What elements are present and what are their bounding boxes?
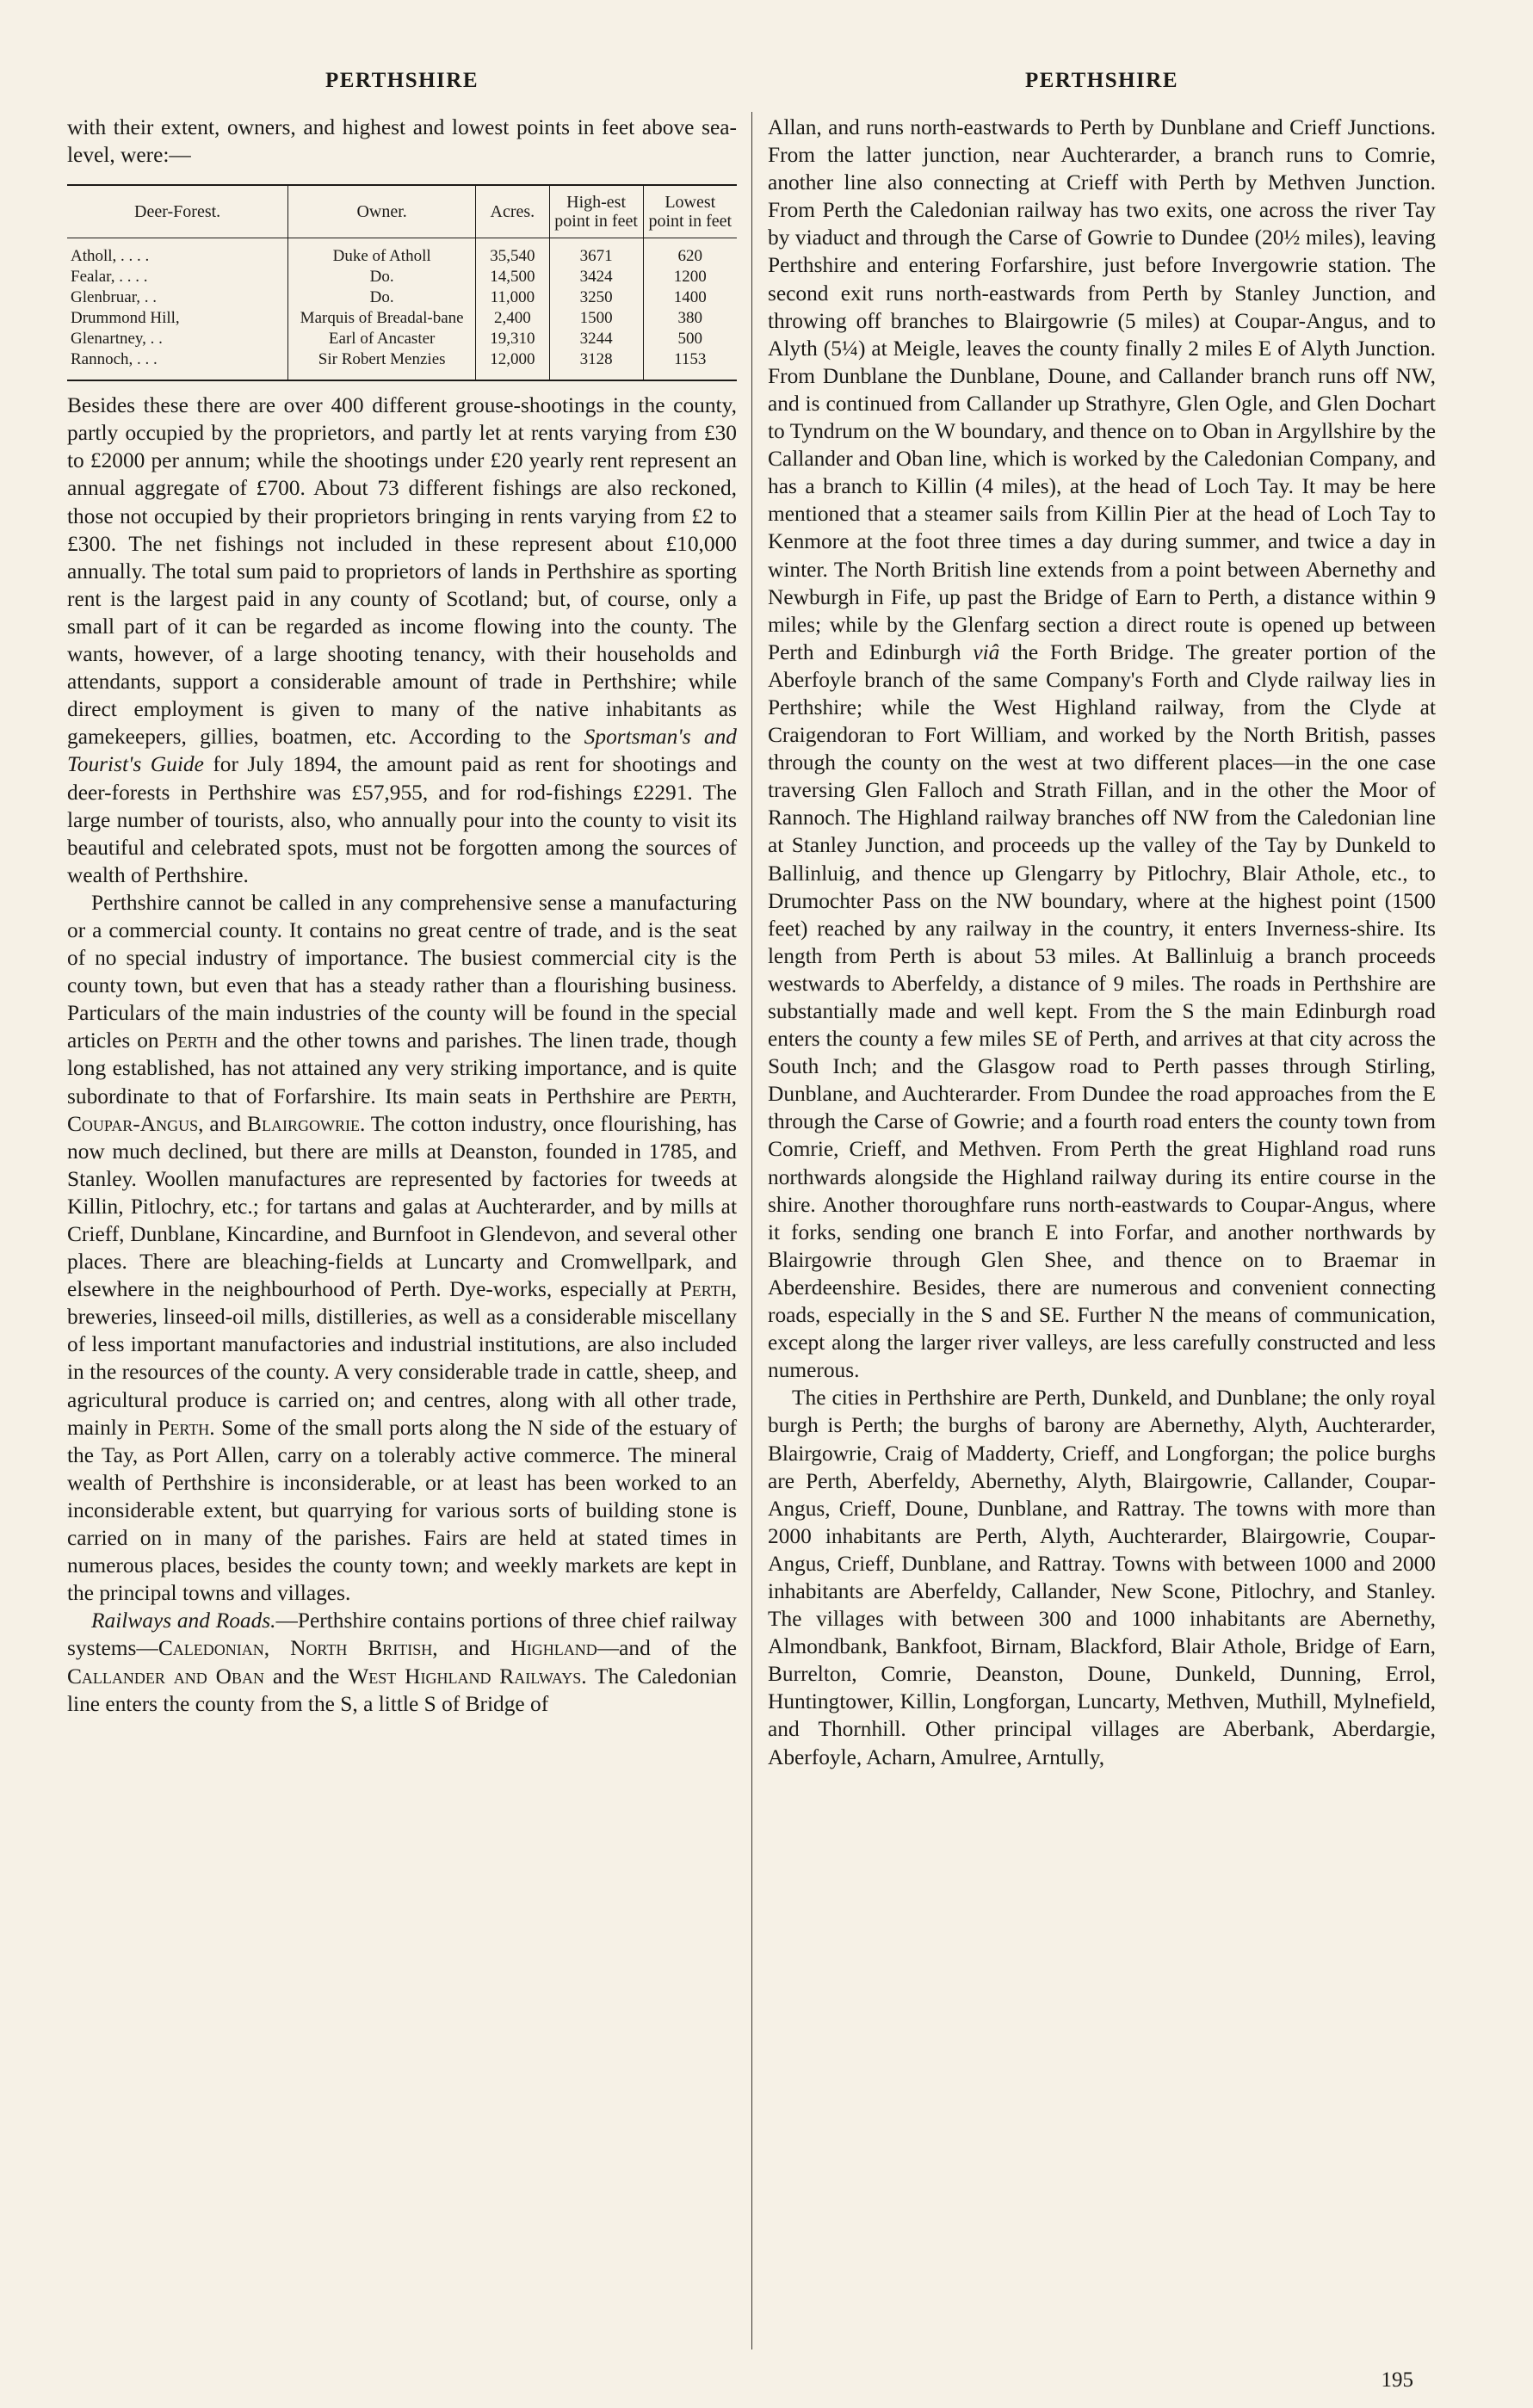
text-run: Besides these there are over 400 different grouse-shootings in the county, partly occupied by the proprietors, and partly let at rents varying from £30 to £2000 per annum; while the shootings under £20 yearly rent represent an annual aggregate of £700. About 73 different fishings are also reckoned, those not occupied by their proprietors bringing in rents varying from £2 to £300. The net fishings not included in these represent about £10,000 annually. The total sum paid to proprietors of lands in Perthshire as sporting rent is the largest paid in any county of Scotland; but, of course, only a small part of it can be regarded as income flowing into the county. The wants, however, of a large shooting tenancy, with their households and attendants, support a considerable amount of trade in Perthshire; while direct employment is given to many of the native inhabitants as gamekeepers, gillies, boatmen, etc. According to the	[67, 393, 737, 750]
cell-highest: 3128	[549, 349, 643, 380]
text-run: and the other towns and parishes. The linen trade, though long established, has not attained any very striking importance, and is quite subordinate to that of Forfarshire. Its main seats in Perthshire are	[67, 1028, 737, 1108]
cell-owner: Earl of Ancaster	[288, 329, 476, 349]
text-run: Some of the small ports along the N side of the estuary of the Tay, as Port Allen, carry on a tolerably active commerce. The mineral wealth of Perthshire is inconsiderable, or at least has been worked to an inconsiderable extent, but quarrying for various sorts of building stone is carried on in many of the parishes. Fairs are held at stated times in numerous places, besides the county town; and weekly markets are kept in the principal towns and villages.	[67, 1415, 737, 1606]
cross-reference: Perth	[165, 1028, 218, 1053]
cell-forest: Drummond Hill,	[71, 309, 180, 328]
text-run: the Forth Bridge. The greater portion of the Aberfoyle branch of the same Company's Forth and Clyde railway lies in Perthshire; while the West Highland railway, from the Clyde at Craigendoran to Fort William, and worked by the North British, passes through the county on the west at two different places—in the one case traversing Glen Falloch and Strath Fillan, and in the other the Moor of Rannoch. The Highland railway branches off NW from the Caledonian line at Stanley Junction, and proceeds up the valley of the Tay by Dunkeld to Ballinluig, and thence up Glengarry by Pitlochry, Blair Athole, etc., to Drumochter Pass on the NW boundary, where at the highest point (1500 feet) reached by any railway in the country, it enters Inverness-shire. Its length from Perth is about 53 miles. At Ballinluig a branch proceeds westwards to Aberfeldy, a distance of 9 miles. The roads in Perthshire are substantially made and well kept. From the S the main Edinburgh road enters the county a few miles SE of Perth, and arrives at that city across the South Inch; and the Glasgow road to Perth passes through Stirling, Dunblane, and Auchterarder. From Dundee the road approaches from the E through the Carse of Gowrie; and a fourth road enters the county town from Comrie, Crieff, and Methven. From Perth the great Highland road runs northwards alongside the Highland railway during its entire course in the shire. Another thoroughfare runs north-eastwards to Coupar-Angus, where it forks, sending one branch E into Forfar, and another northwards by Blairgowrie through Glen Shee, and thence on to Braemar in Aberdeenshire. Besides, there are numerous and convenient connecting roads, especially in the S and SE. Further N the means of communication, except along the larger river valleys, are less carefully constructed and less numerous.	[768, 639, 1436, 1383]
cell-owner: Do.	[288, 287, 476, 308]
industry-paragraph	[67, 889, 737, 1607]
intro-paragraph: with their extent, owners, and highest and lowest points in feet above sea-level, were:—	[67, 115, 737, 168]
cross-reference: Perth, Coupar-Angus,	[67, 1084, 737, 1136]
cell-acres: 12,000	[476, 349, 550, 380]
railway-name: West Highland Railways.	[348, 1664, 587, 1689]
col-header-lowest: Lowest point in feet	[643, 185, 737, 238]
cell-lowest: 1400	[643, 287, 737, 308]
cell-forest: Rannoch, . . .	[71, 350, 158, 369]
railway-name: Caledonian, North British,	[158, 1636, 438, 1661]
cell-lowest: 620	[643, 238, 737, 268]
cell-acres: 19,310	[476, 329, 550, 349]
cell-forest: Glenartney, . .	[71, 330, 163, 349]
cell-forest: Fealar, . . . .	[71, 268, 148, 287]
running-header-right: PERTHSHIRE	[1024, 69, 1179, 92]
sporting-paragraph	[67, 392, 737, 889]
cross-reference: Blairgowrie.	[247, 1111, 366, 1136]
cell-highest: 3250	[549, 287, 643, 308]
cell-lowest: 1153	[643, 349, 737, 380]
cross-reference: Perth,	[679, 1277, 737, 1302]
cross-reference: Perth.	[158, 1415, 215, 1440]
cell-lowest: 380	[643, 308, 737, 329]
col-header-forest: Deer-Forest.	[67, 185, 288, 238]
railway-name: Highland	[510, 1636, 597, 1661]
col-header-acres: Acres.	[476, 185, 550, 238]
table-row	[67, 308, 737, 329]
cell-forest: Atholl, . . . .	[71, 247, 150, 266]
cell-forest: Glenbruar, . .	[71, 288, 158, 307]
table-row	[67, 267, 737, 287]
cell-highest: 3671	[549, 238, 643, 268]
railway-name: Callander and Oban	[67, 1664, 264, 1689]
table-header-row	[67, 185, 737, 238]
text-run: The Caledonian line enters the county from the S, a little S of Bridge of	[67, 1664, 737, 1716]
table-row	[67, 329, 737, 349]
cell-owner: Sir Robert Menzies	[288, 349, 476, 380]
cell-lowest: 500	[643, 329, 737, 349]
table-row	[67, 238, 737, 268]
cell-owner: Duke of Atholl	[288, 238, 476, 268]
text-run: and the	[272, 1664, 340, 1689]
cell-highest: 3244	[549, 329, 643, 349]
right-column-text	[768, 114, 1436, 1771]
left-column-text	[67, 114, 737, 1718]
cell-owner: Do.	[288, 267, 476, 287]
guide-title: Sportsman's and Tourist's Guide	[67, 725, 738, 777]
cell-acres: 11,000	[476, 287, 550, 308]
cell-highest: 3424	[549, 267, 643, 287]
column-divider	[751, 112, 752, 2349]
col-header-owner: Owner.	[288, 185, 476, 238]
text-run: for July 1894, the amount paid as rent for shootings and deer-forests in Perthshire was £57,955, and for rod-fishings £2291. The large number of tourists, also, who annually pour into the county to visit its beautiful and celebrated spots, must not be forgotten among the sources of wealth of Perthshire.	[67, 752, 737, 887]
running-header-left: PERTHSHIRE	[325, 69, 479, 92]
towns-paragraph: The cities in Perthshire are Perth, Dunkeld, and Dunblane; the only royal burgh is Perth; the burghs of barony are Abernethy, Alyth, Auchterarder, Blairgowrie, Craig of Madderty, Crieff, and Longforgan; the police burghs are Perth, Aberfeldy, Abernethy, Alyth, Blairgowrie, Callander, Coupar-Angus, Crieff, Doune, Dunblane, and Rattray. The towns with more than 2000 inhabitants are Perth, Alyth, Auchterarder, Blairgowrie, Coupar-Angus, Crieff, Dunblane, and Rattray. Towns with between 1000 and 2000 inhabitants are Aberfeldy, Callander, New Scone, Pitlochry, and Stanley. The villages with between 300 and 1000 inhabitants are Abernethy, Almondbank, Bankfoot, Birnam, Blackford, Blair Athole, Bridge of Earn, Burrelton, Comrie, Deanston, Doune, Dunkeld, Dunning, Errol, Huntingtower, Killin, Longforgan, Luncarty, Methven, Muthill, Mylnefield, and Thornhill. Other principal villages are Aberbank, Aberdargie, Aberfoyle, Acharn, Amulree, Arntully,	[768, 1386, 1436, 1769]
text-run: —Perthshire contains portions of three chief railway systems—	[67, 1608, 737, 1661]
cell-acres: 2,400	[476, 308, 550, 329]
col-header-highest: High-est point in feet	[549, 185, 643, 238]
cell-highest: 1500	[549, 308, 643, 329]
railways-paragraph	[67, 1607, 737, 1717]
text-run: The cotton industry, once flourishing, has now much declined, but there are mills at Deanston, founded in 1785, and Stanley. Woollen manufactures are represented by factories for tweeds at Killin, Pitlochry, etc.; for tartans and galas at Auchterarder, and by mills at Crieff, Dunblane, Kincardine, and Burnfoot in Glendevon, and several other places. There are bleaching-fields at Luncarty and Cromwellpark, and elsewhere in the neighbourhood of Perth. Dye-works, especially at	[67, 1111, 737, 1302]
cell-owner: Marquis of Breadal-bane	[288, 308, 476, 329]
table-row	[67, 349, 737, 380]
cell-acres: 35,540	[476, 238, 550, 268]
railways-continued-paragraph	[768, 114, 1436, 1384]
page-number: 195	[1381, 2368, 1413, 2392]
section-heading: Railways and Roads.	[91, 1608, 276, 1633]
table-row	[67, 287, 737, 308]
text-run: —and of the	[597, 1636, 737, 1661]
text-run: and	[209, 1111, 242, 1136]
cell-acres: 14,500	[476, 267, 550, 287]
text-run: and	[458, 1636, 491, 1661]
cell-lowest: 1200	[643, 267, 737, 287]
text-run: Perthshire cannot be called in any comprehensive sense a manufacturing or a commercial county. It contains no great centre of trade, and is the seat of no special industry of importance. The busiest commercial city is the county town, but even that has a steady rather than a flourishing business. Particulars of the main industries of the county will be found in the special articles on	[67, 890, 737, 1053]
via-word: viâ	[973, 639, 1000, 664]
deer-forest-table	[67, 184, 737, 381]
text-run: breweries, linseed-oil mills, distilleries, as well as a considerable miscellany of less important manufactories and industrial institutions, are also included in the resources of the county. A very considerable trade in cattle, sheep, and agricultural produce is carried on; and centres, along with all other trade, mainly in	[67, 1305, 737, 1440]
text-run: Allan, and runs north-eastwards to Perth by Dunblane and Crieff Junctions. From the latter junction, near Auchterarder, a branch runs to Comrie, another line also connecting at Crieff with Perth by Methven Junction. From Perth the Caledonian railway has two exits, one across the river Tay by viaduct and through the Carse of Gowrie to Dundee (20½ miles), leaving Perthshire and entering Forfarshire, just before Invergowrie station. The second exit runs north-eastwards from Perth by Stanley Junction, and throwing off branches to Blairgowrie (5 miles) at Coupar-Angus, and to Alyth (5¼) at Meigle, leaves the county finally 2 miles E of Alyth Junction. From Dunblane the Dunblane, Doune, and Callander branch runs off NW, and is continued from Callander up Strathyre, Glen Ogle, and Glen Dochart to Tyndrum on the W boundary, and thence on to Oban in Argyllshire by the Callander and Oban line, which is worked by the Caledonian Company, and has a branch to Killin (4 miles), at the head of Loch Tay. It may be here mentioned that a steamer sails from Killin Pier at the head of Loch Tay to Kenmore at the foot three times a day during summer, and twice a day in winter. The North British line extends from a point between Abernethy and Newburgh in Fife, up past the Bridge of Earn to Perth, a distance within 9 miles; while by the Glenfarg section a direct route is opened up between Perth and Edinburgh	[768, 115, 1436, 664]
